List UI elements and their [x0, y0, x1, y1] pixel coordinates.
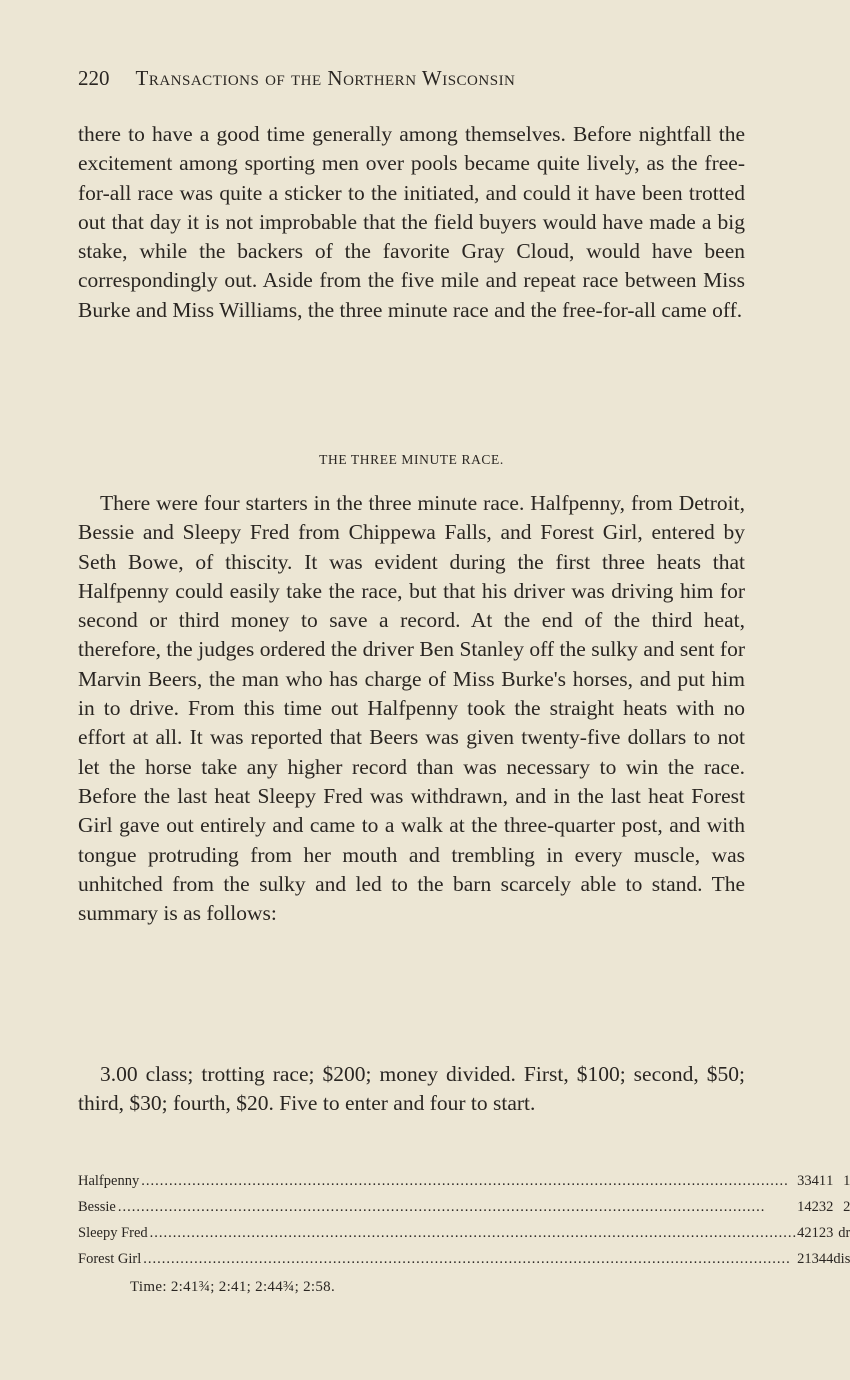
- horse-name: Bessie ............................................................................................................................................: [78, 1199, 766, 1215]
- table-row: [78, 1194, 850, 1220]
- heat-result: 4: [826, 1251, 834, 1267]
- heat-result: 4: [811, 1173, 819, 1189]
- paragraph-intro: there to have a good time generally among themselves. Before nightfall the excitement among sporting men over pools became quite lively, as the free-for-all race was quite a sticker to the initiated, and could it have been trotted out that day it is not improbable that the field buyers would have made a big stake, while the backers of the favorite Gray Cloud, would have been correspondingly out. Aside from the five mile and repeat race between Miss Burke and Miss Williams, the three minute race and the free-for-all came off.: [78, 122, 745, 322]
- heat-result: 2: [804, 1225, 812, 1241]
- race-times: Time: 2:41¾; 2:41; 2:44¾; 2:58.: [130, 1279, 336, 1295]
- heat-result: 2: [818, 1225, 827, 1241]
- results-table: [78, 1168, 850, 1272]
- heat-result: 1: [818, 1173, 827, 1189]
- table-row: [78, 1246, 850, 1272]
- heat-result: 2: [797, 1251, 805, 1267]
- heat-result: 2: [811, 1199, 819, 1215]
- heat-result: 3: [826, 1225, 834, 1241]
- heat-result: 4: [804, 1199, 812, 1215]
- heat-result: 3: [804, 1173, 812, 1189]
- page-number: 220: [78, 66, 110, 90]
- heat-result: 1: [843, 1173, 850, 1189]
- heat-result: 1: [811, 1225, 819, 1241]
- paragraph-race-account: There were four starters in the three minute race. Halfpenny, from Detroit, Bessie and Sleepy Fred from Chippewa Falls, and Forest Girl, entered by Seth Bowe, of thiscity. It was evident during the first three heats that Halfpenny could easily take the race, but that his driver was driving him for second or third money to save a record. At the end of the third heat, therefore, the judges ordered the driver Ben Stanley off the sulky and sent for Marvin Beers, the man who has charge of Miss Burke's horses, and put him in to drive. From this time out Halfpenny took the straight heats with no effort at all. It was reported that Beers was given twenty-five dollars to not let the horse take any higher record than was necessary to win the race. Before the last heat Sleepy Fred was withdrawn, and in the last heat Forest Girl gave out entirely and came to a walk at the three-quarter post, and with tongue protruding from her mouth and trembling in every muscle, was unhitched from the sulky and led to the barn scarcely able to stand. The summary is as follows:: [78, 491, 745, 926]
- heat-result: 2: [826, 1199, 834, 1215]
- heat-result: 1: [826, 1173, 834, 1189]
- horse-name: Halfpenny ............................................................................................................................................: [78, 1173, 789, 1189]
- section-heading: THE THREE MINUTE RACE.: [319, 452, 504, 467]
- heat-result: 2: [843, 1199, 850, 1215]
- heat-result: 3: [811, 1251, 819, 1267]
- horse-name: Forest Girl ............................................................................................................................................: [78, 1251, 791, 1267]
- heat-result: dr: [838, 1225, 850, 1241]
- paragraph-race-terms: 3.00 class; trotting race; $200; money divided. First, $100; second, $50; third, $30; fourth, $20. Five to enter and four to start.: [78, 1062, 745, 1116]
- heat-result: 4: [797, 1225, 805, 1241]
- heat-result: 4: [818, 1251, 827, 1267]
- running-title: Transactions of the Northern Wisconsin: [135, 66, 516, 90]
- heat-result: 3: [797, 1173, 805, 1189]
- page-header: [78, 66, 745, 91]
- table-row: [78, 1220, 850, 1246]
- heat-result: 3: [818, 1199, 827, 1215]
- heat-result: dis: [833, 1251, 850, 1267]
- horse-name: Sleepy Fred ............................................................................................................................................: [78, 1225, 798, 1241]
- table-row: [78, 1168, 850, 1194]
- heat-result: 1: [804, 1251, 812, 1267]
- heat-result: 1: [797, 1199, 805, 1215]
